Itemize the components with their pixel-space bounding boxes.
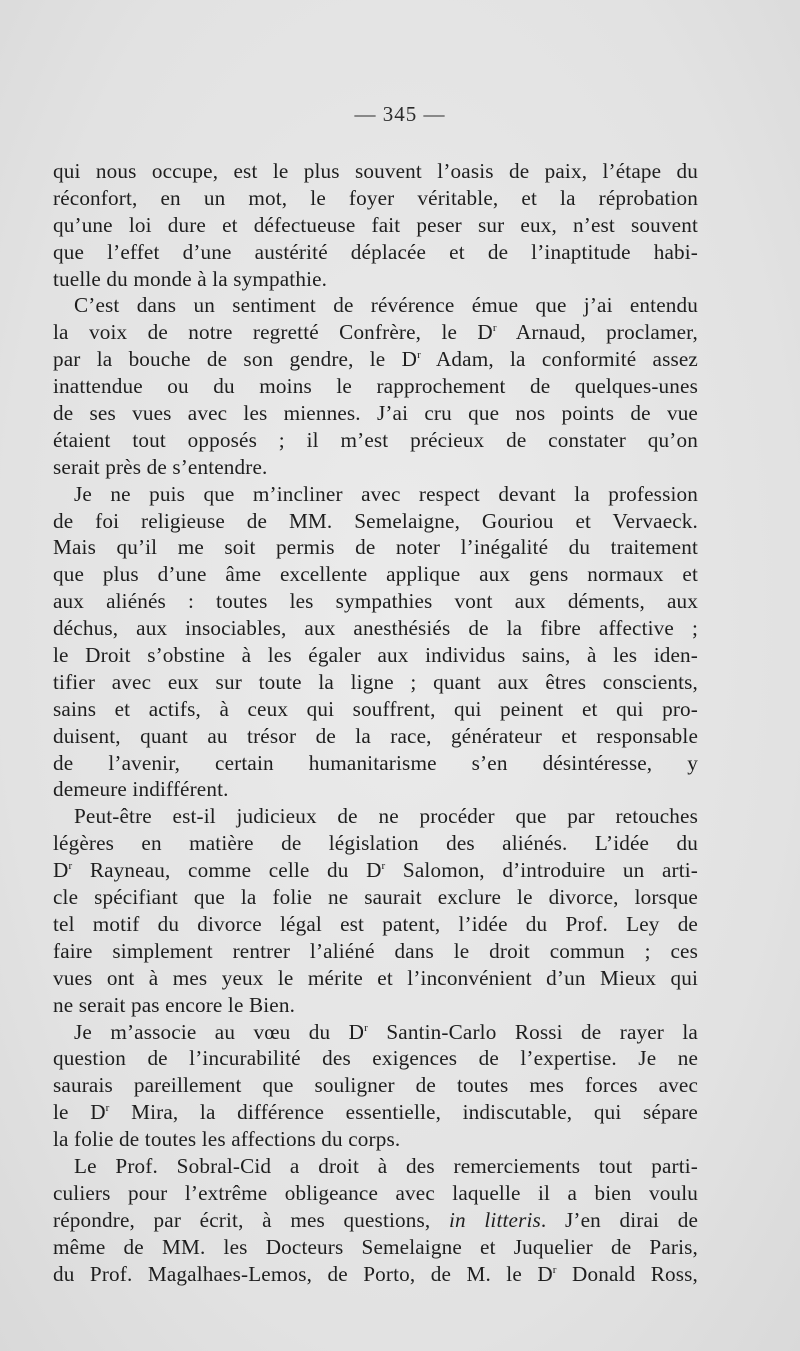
text-line: réconfort, en un mot, le foyer véritable, et la réprobation <box>53 185 698 210</box>
page-number: — 345 — <box>354 102 446 126</box>
text-line: le Droit s’obstine à les égaler aux individus sains, à les iden- <box>53 643 698 668</box>
text-line: de foi religieuse de MM. Semelaigne, Gouriou et Vervaeck. <box>53 508 698 533</box>
text-line: cle spécifiant que la folie ne saurait exclure le divorce, lorsque <box>53 885 698 910</box>
text-line: même de MM. les Docteurs Semelaigne et Juquelier de Paris, <box>53 1234 698 1259</box>
text-line: Je ne puis que m’incliner avec respect devant la profession <box>74 481 698 506</box>
text-line: question de l’incurabilité des exigences de l’expertise. Je ne <box>53 1046 698 1071</box>
text-line: légères en matière de législation des aliénés. L’idée du <box>53 831 698 856</box>
text-line: demeure indifférent. <box>53 777 229 802</box>
text-line: étaient tout opposés ; il m’est précieux de constater qu’on <box>53 427 698 452</box>
text-line: duisent, quant au trésor de la race, générateur et responsable <box>53 723 698 748</box>
text-line: la folie de toutes les affections du corps. <box>53 1127 401 1152</box>
paragraph-3 <box>53 481 698 804</box>
text-line: tifier avec eux sur toute la ligne ; quant aux êtres conscients, <box>53 669 698 694</box>
text-line: par la bouche de son gendre, le $D^r$ Adam, la conformité assez <box>53 347 698 372</box>
body-text <box>53 158 698 1287</box>
text-line: du Prof. Magalhaes-Lemos, de Porto, de M. le $D^r$ Donald Ross, <box>53 1261 698 1286</box>
text-line: ne serait pas encore le Bien. <box>53 992 296 1017</box>
text-line: qu’une loi dure et défectueuse fait peser sur eux, n’est souvent <box>53 212 698 237</box>
text-line: C’est dans un sentiment de révérence émue que j’ai entendu <box>74 293 698 318</box>
text-line: $D^r$ Rayneau, comme celle du $D^r$ Salomon, d’introduire un arti- <box>53 858 698 883</box>
text-line: de l’avenir, certain humanitarisme s’en désintéresse, y <box>53 750 698 775</box>
paragraph-6 <box>53 1153 698 1287</box>
text-line: qui nous occupe, est le plus souvent l’oasis de paix, l’étape du <box>53 159 698 183</box>
paragraph-4 <box>53 803 698 1018</box>
text-line: saurais pareillement que souligner de toutes mes forces avec <box>53 1073 698 1098</box>
text-line: Le Prof. Sobral-Cid a droit à des remerciements tout parti- <box>74 1153 698 1178</box>
text-line: serait près de s’entendre. <box>53 454 268 479</box>
paragraph-1 <box>53 158 698 292</box>
text-line: le $D^r$ Mira, la différence essentielle, indiscutable, qui sépare <box>53 1100 698 1125</box>
paragraph-5 <box>53 1019 698 1153</box>
text-line: faire simplement rentrer l’aliéné dans le droit commun ; ces <box>53 938 698 963</box>
text-line: Je m’associe au vœu du $D^r$ Santin-Carlo Rossi de rayer la <box>74 1019 698 1044</box>
text-line: que plus d’une âme excellente applique aux gens normaux et <box>53 562 698 587</box>
text-line: Mais qu’il me soit permis de noter l’inégalité du traitement <box>53 535 698 560</box>
text-line: répondre, par écrit, à mes questions, in litteris. J’en dirai de <box>53 1207 699 1232</box>
text-line: vues ont à mes yeux le mérite et l’inconvénient d’un Mieux qui <box>53 965 698 990</box>
text-line: que l’effet d’une austérité déplacée et de l’inaptitude habi- <box>53 239 698 264</box>
text-line: sains et actifs, à ceux qui souffrent, qui peinent et qui pro- <box>53 696 698 721</box>
text-line: aux aliénés : toutes les sympathies vont aux déments, aux <box>53 589 698 614</box>
text-line: la voix de notre regretté Confrère, le $D^r$ Arnaud, proclamer, <box>53 320 698 345</box>
text-line: tel motif du divorce légal est patent, l’idée du Prof. Ley de <box>53 911 698 936</box>
text-line: de ses vues avec les miennes. J’ai cru que nos points de vue <box>53 401 698 426</box>
text-line: déchus, aux insociables, aux anesthésiés de la fibre affective ; <box>53 616 698 641</box>
text-line: culiers pour l’extrême obligeance avec laquelle il a bien voulu <box>53 1180 698 1205</box>
text-line: tuelle du monde à la sympathie. <box>53 266 328 291</box>
text-line: inattendue ou du moins le rapprochement de quelques-unes <box>53 374 698 399</box>
paragraph-2 <box>53 292 698 480</box>
text-line: Peut-être est-il judicieux de ne procéder que par retouches <box>74 804 698 829</box>
